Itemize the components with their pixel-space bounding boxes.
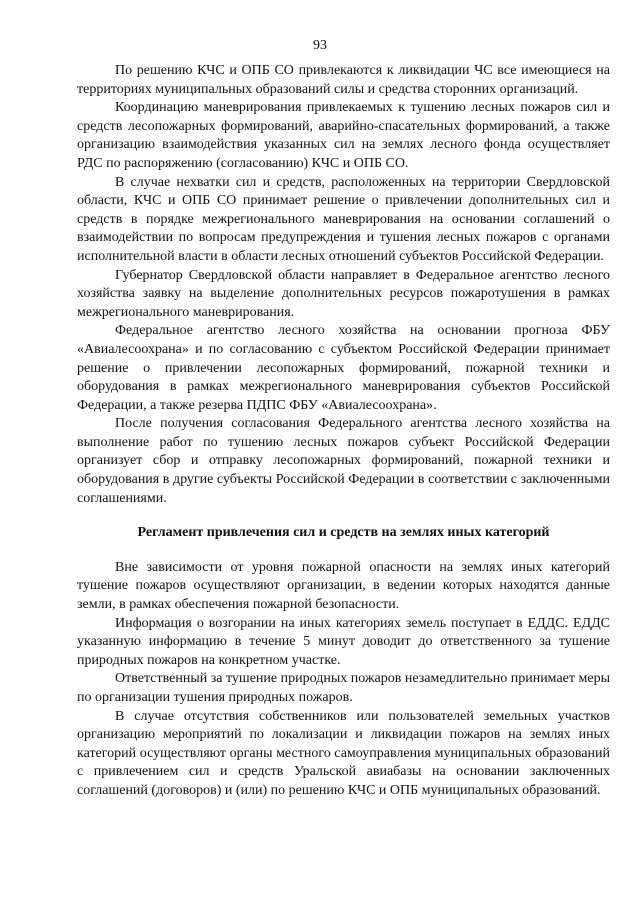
- paragraph: В случае нехватки сил и средств, расположенных на территории Свердловской области, КЧС и ОПБ СО принимает решение о привлечении дополнительных сил и средств в порядке межрегионального маневрирования на основании соглашений о взаимодействии по вопросам предупреждения и тушения лесных пожаров с органами исполнительной власти в области лесных отношений субъектов Российской Федерации.: [77, 174, 610, 264]
- paragraph: Информация о возгорании на иных категориях земель поступает в ЕДДС. ЕДДС указанную информацию в течение 5 минут доводит до ответственного за тушение природных пожаров на конкретном участке.: [77, 615, 610, 668]
- paragraph: По решению КЧС и ОПБ СО привлекаются к ликвидации ЧС все имеющиеся на территориях муниципальных образований силы и средства сторонних организаций.: [77, 63, 610, 97]
- paragraph: В случае отсутствия собственников или пользователей земельных участков организацию мероприятий по локализации и ликвидации пожаров на землях иных категорий осуществляют органы местного самоуправления муниципальных образований с привлечением сил и средств Уральской авиабазы на основании заключенных соглашений (договоров) и (или) по решению КЧС и ОПБ муниципальных образований.: [77, 708, 610, 798]
- page-number: 93: [313, 38, 327, 53]
- paragraph: Вне зависимости от уровня пожарной опасности на землях иных категорий тушение пожаров осуществляют организации, в ведении которых находятся данные земли, в рамках обеспечения пожарной безопасности.: [77, 559, 610, 613]
- paragraph: Федеральное агентство лесного хозяйства на основании прогноза ФБУ «Авиалесоохрана» и по согласованию с субъектом Российской Федерации принимает решение о привлечении лесопожарных формирований, пожарной техники и оборудования в рамках межрегионального маневрирования субъектов Российской Федерации, а также резерва ПДПС ФБУ «Авиалесоохрана».: [77, 323, 610, 413]
- paragraph: После получения согласования Федерального агентства лесного хозяйства на выполнение работ по тушению лесных пожаров субъект Российской Федерации организует сбор и отправку лесопожарных формирований, пожарной техники и оборудования в другие субъекты Российской Федерации в соответствии с заключенными соглашениями.: [77, 416, 610, 506]
- paragraph: Ответственный за тушение природных пожаров незамедлительно принимает меры по организации тушения природных пожаров.: [77, 671, 610, 705]
- paragraph: Координацию маневрирования привлекаемых к тушению лесных пожаров сил и средств лесопожарных формирований, аварийно-спасательных формирований, а также организацию взаимодействия указанных сил на землях лесного фонда осуществляет РДС по распоряжению (согласованию) КЧС и ОПБ СО.: [77, 100, 610, 171]
- section-heading: Регламент привлечения сил и средств на землях иных категорий: [137, 525, 550, 541]
- document-body: [77, 62, 610, 801]
- paragraph: Губернатор Свердловской области направляет в Федеральное агентство лесного хозяйства заявку на выделение дополнительных ресурсов пожаротушения в рамках межрегионального маневрирования.: [77, 267, 610, 320]
